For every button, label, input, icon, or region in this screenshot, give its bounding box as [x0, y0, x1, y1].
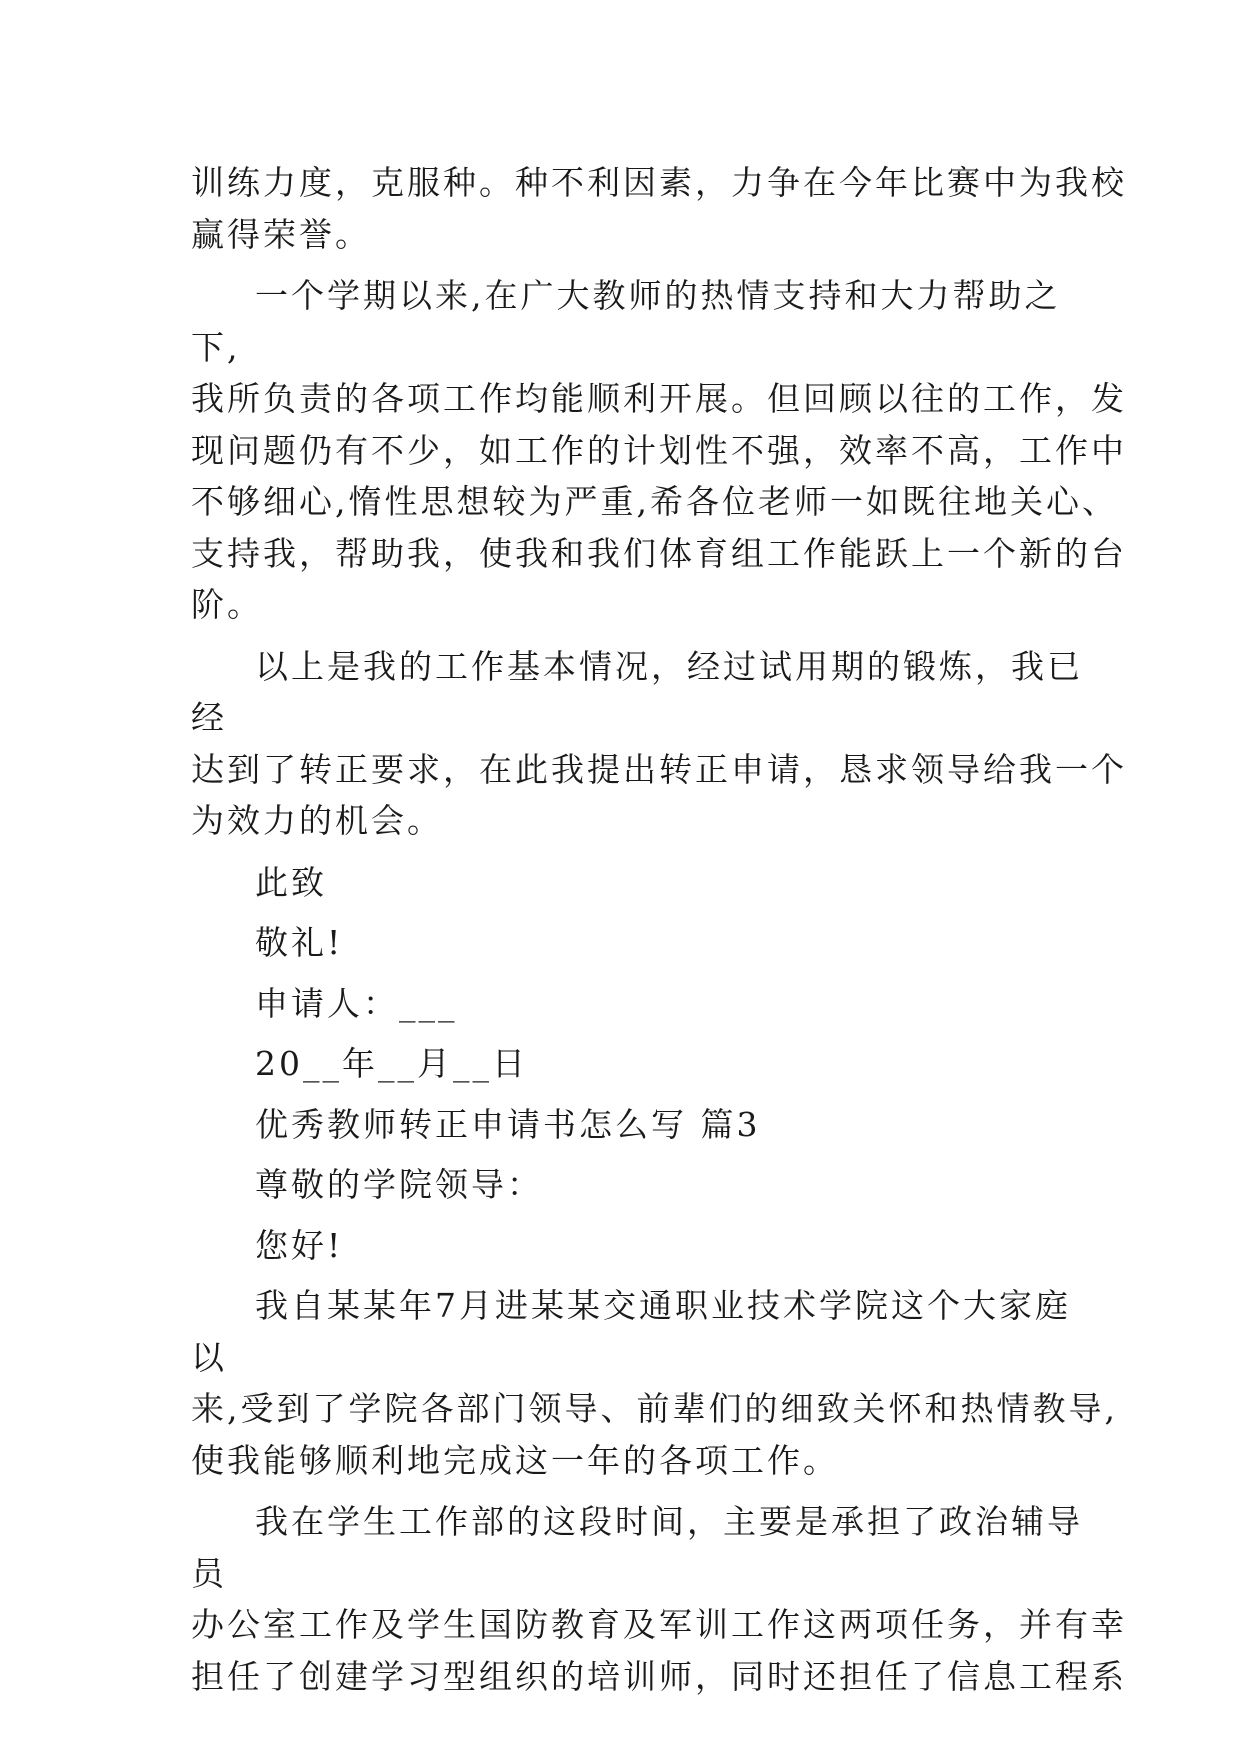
text-line: 达到了转正要求，在此我提出转正申请，恳求领导给我一个	[191, 749, 1127, 789]
text-line: 不够细心,惰性思想较为严重,希各位老师一如既往地关心、	[191, 482, 1118, 521]
greeting: 尊敬的学院领导：	[255, 1165, 543, 1204]
text-line: 为效力的机会。	[191, 801, 443, 840]
paragraph-4	[191, 1280, 1118, 1486]
closing-salute: 此致	[255, 862, 327, 902]
section-title: 优秀教师转正申请书怎么写 篇3	[255, 1104, 761, 1144]
text-line: 办公室工作及学生国防教育及军训工作这两项任务，并有幸	[191, 1605, 1127, 1644]
text-line: 使我能够顺利地完成这一年的各项工作。	[191, 1440, 839, 1480]
text-line: 我所负责的各项工作均能顺利开展。但回顾以往的工作，发	[191, 379, 1127, 418]
paragraph-3	[191, 641, 1127, 847]
text-line: 我自某某年7月进某某交通职业技术学院这个大家庭以	[191, 1286, 1071, 1377]
text-line: 阶。	[191, 585, 263, 624]
document-body	[191, 157, 1127, 1712]
text-line: 一个学期以来,在广大教师的热情支持和大力帮助之下,	[191, 276, 1061, 367]
paragraph-2	[191, 270, 1127, 631]
date-line: 20__年__月__日	[255, 1044, 528, 1083]
text-line: 担任了创建学习型组织的培训师，同时还担任了信息工程系	[191, 1656, 1127, 1696]
text-line: 来,受到了学院各部门领导、前辈们的细致关怀和热情教导,	[191, 1389, 1118, 1428]
closing-regards: 敬礼!	[255, 923, 344, 962]
text-line: 以上是我的工作基本情况，经过试用期的锻炼，我已经	[191, 646, 1083, 737]
text-line: 训练力度，克服种。种不利因素，力争在今年比赛中为我校	[191, 163, 1127, 202]
text-line: 赢得荣誉。	[191, 214, 371, 254]
text-line: 支持我，帮助我，使我和我们体育组工作能跃上一个新的台	[191, 533, 1127, 573]
applicant-line: 申请人：___	[255, 983, 458, 1023]
paragraph-5	[191, 1496, 1127, 1702]
text-line: 现问题仍有不少，如工作的计划性不强，效率不高，工作中	[191, 430, 1127, 470]
text-line: 我在学生工作部的这段时间，主要是承担了政治辅导员	[191, 1502, 1083, 1593]
hello: 您好!	[255, 1225, 344, 1265]
paragraph-1	[191, 157, 1127, 260]
